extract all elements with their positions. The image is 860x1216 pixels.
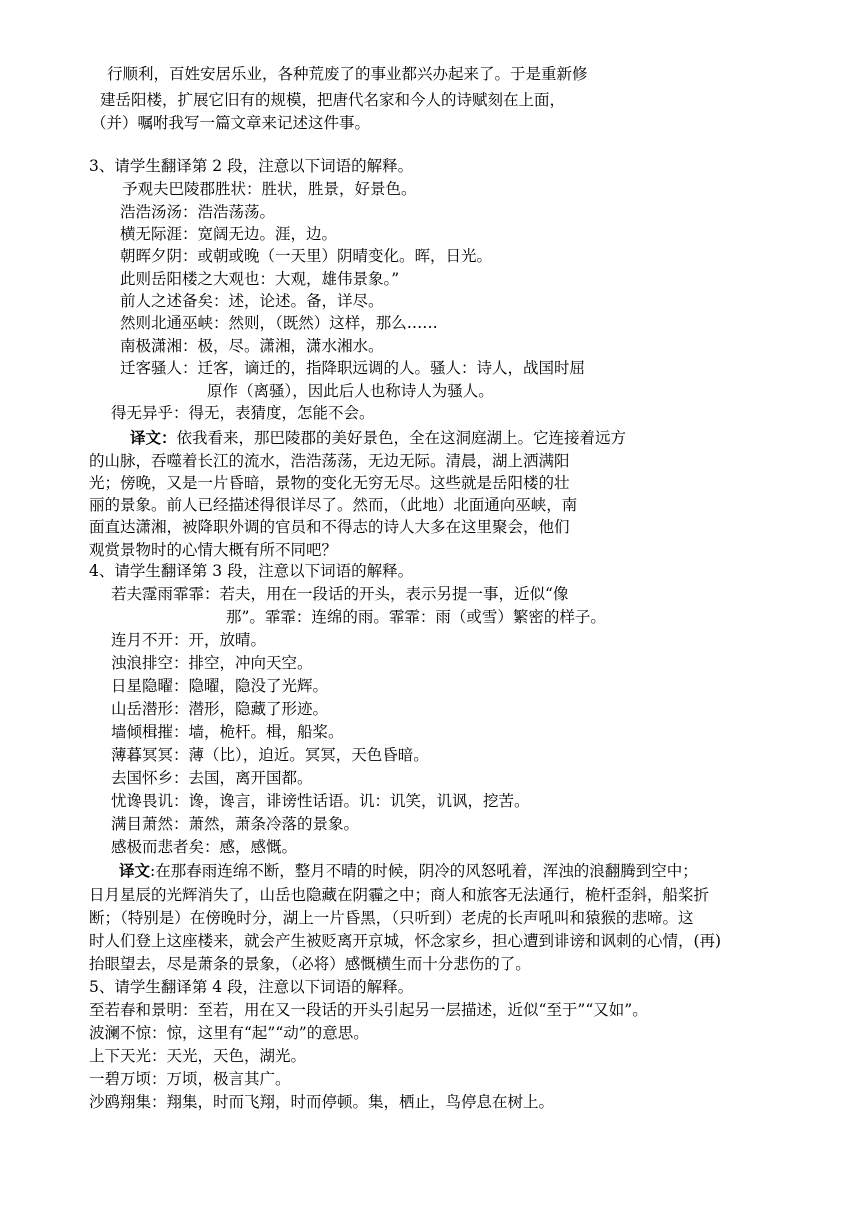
translation-line: 抬眼望去，尽是萧条的景象，（必将）感慨横生而十分悲伤的了。 bbox=[89, 955, 531, 973]
vocab-item: 满目萧然：萧然，萧条冷落的景象。 bbox=[111, 815, 360, 833]
section-5-heading: 5、请学生翻译第 4 段，注意以下词语的解释。 bbox=[89, 978, 414, 996]
translation-label: 译文 bbox=[119, 861, 151, 880]
vocab-item: 若夫霪雨霏霏：若夫，用在一段话的开头，表示另提一事，近似“像 bbox=[111, 585, 569, 603]
vocab-item: 然则北通巫峡：然则，（既然）这样，那么…… bbox=[120, 314, 438, 332]
vocab-item-continued: 原作（离骚），因此后人也称诗人为骚人。 bbox=[207, 382, 494, 400]
intro-line: 建岳阳楼，扩展它旧有的规模，把唐代名家和今人的诗赋刻在上面， bbox=[100, 91, 566, 109]
translation-text: 依我看来，那巴陵郡的美好景色，全在这洞庭湖上。它连接着远方 bbox=[176, 429, 627, 447]
translation-line: 丽的景象。前人已经描述得很详尽了。然而，（此地）北面通向巫峡，南 bbox=[89, 496, 578, 514]
vocab-item: 连月不开：开，放晴。 bbox=[111, 631, 267, 649]
vocab-item: 上下天光：天光，天色，湖光。 bbox=[89, 1047, 307, 1065]
intro-line: （并）嘱咐我写一篇文章来记述这件事。 bbox=[91, 114, 371, 132]
vocab-item: 沙鸥翔集：翔集，时而飞翔，时而停顿。集，栖止，鸟停息在树上。 bbox=[89, 1093, 555, 1111]
vocab-item: 感极而悲者矣：感，感慨。 bbox=[111, 838, 298, 856]
intro-line: 行顺利，百姓安居乐业，各种荒废了的事业都兴办起来了。于是重新修 bbox=[107, 65, 588, 83]
vocab-item: 忧谗畏讥：谗，谗言，诽谤性话语。讥：讥笑，讥讽，挖苦。 bbox=[111, 792, 530, 810]
translation-text: :在那春雨连绵不断，整月不晴的时候，阴冷的风怒吼着，浑浊的浪翻腾到空中； bbox=[150, 862, 698, 880]
translation-line-first bbox=[119, 860, 698, 882]
vocab-item: 浩浩汤汤：浩浩荡荡。 bbox=[120, 203, 276, 221]
vocab-item: 墙倾楫摧：墙，桅杆。楫，船桨。 bbox=[111, 723, 344, 741]
vocab-item: 浊浪排空：排空，冲向天空。 bbox=[111, 654, 313, 672]
vocab-item: 前人之述备矣：述，论述。备，详尽。 bbox=[120, 292, 384, 310]
section-3-heading: 3、请学生翻译第 2 段，注意以下词语的解释。 bbox=[89, 157, 414, 175]
vocab-item: 南极潇湘：极，尽。潇湘，潇水湘水。 bbox=[120, 337, 384, 355]
vocab-item: 此则岳阳楼之大观也：大观，雄伟景象。” bbox=[120, 270, 400, 288]
translation-line: 时人们登上这座楼来，就会产生被贬离开京城，怀念家乡，担心遭到诽谤和讽刺的心情，(再) bbox=[89, 932, 722, 950]
translation-line: 面直达潇湘，被降职外调的官员和不得志的诗人大多在这里聚会，他们 bbox=[89, 518, 570, 536]
vocab-item: 迁客骚人：迁客，谪迁的，指降职远调的人。骚人：诗人，战国时屈 bbox=[120, 359, 586, 377]
vocab-item: 波澜不惊：惊，这里有“起”“动”的意思。 bbox=[89, 1024, 369, 1042]
vocab-item-continued: 那”。霏霏：连绵的雨。霏霏：雨（或雪）繁密的样子。 bbox=[226, 608, 606, 626]
translation-line: 观赏景物时的心情大概有所不同吧？ bbox=[89, 541, 338, 559]
section-4-heading: 4、请学生翻译第 3 段，注意以下词语的解释。 bbox=[89, 562, 414, 580]
translation-line-first bbox=[130, 427, 626, 449]
translation-line: 的山脉，吞噬着长江的流水，浩浩荡荡，无边无际。清晨，湖上洒满阳 bbox=[89, 452, 570, 470]
vocab-item: 得无异乎：得无，表猜度，怎能不会。 bbox=[111, 404, 375, 422]
vocab-item: 朝晖夕阴：或朝或晚（一天里）阴晴变化。晖，日光。 bbox=[120, 247, 493, 265]
vocab-item: 予观夫巴陵郡胜状：胜状，胜景，好景色。 bbox=[122, 180, 417, 198]
translation-line: 日月星辰的光辉消失了，山岳也隐藏在阴霾之中；商人和旅客无法通行，桅杆歪斜，船桨折 bbox=[89, 886, 710, 904]
vocab-item: 横无际涯：宽阔无边。涯，边。 bbox=[120, 225, 338, 243]
translation-line: 光；傍晚，又是一片昏暗，景物的变化无穷无尽。这些就是岳阳楼的壮 bbox=[89, 474, 570, 492]
translation-line: 断；（特别是）在傍晚时分，湖上一片昏黑，（只听到）老虎的长声吼叫和猿猴的悲啼。这 bbox=[89, 909, 694, 927]
vocab-item: 山岳潜形：潜形，隐藏了形迹。 bbox=[111, 700, 329, 718]
vocab-item: 去国怀乡：去国，离开国都。 bbox=[111, 769, 313, 787]
vocab-item: 日星隐曜：隐曜，隐没了光辉。 bbox=[111, 677, 329, 695]
translation-label: 译文： bbox=[130, 428, 177, 447]
vocab-item: 薄暮冥冥：薄（比），迫近。冥冥，天色昏暗。 bbox=[111, 746, 429, 764]
vocab-item: 至若春和景明：至若，用在又一段话的开头引起另一层描述，近似“至于”“又如”。 bbox=[89, 1001, 648, 1019]
vocab-item: 一碧万顷：万顷，极言其广。 bbox=[89, 1070, 291, 1088]
